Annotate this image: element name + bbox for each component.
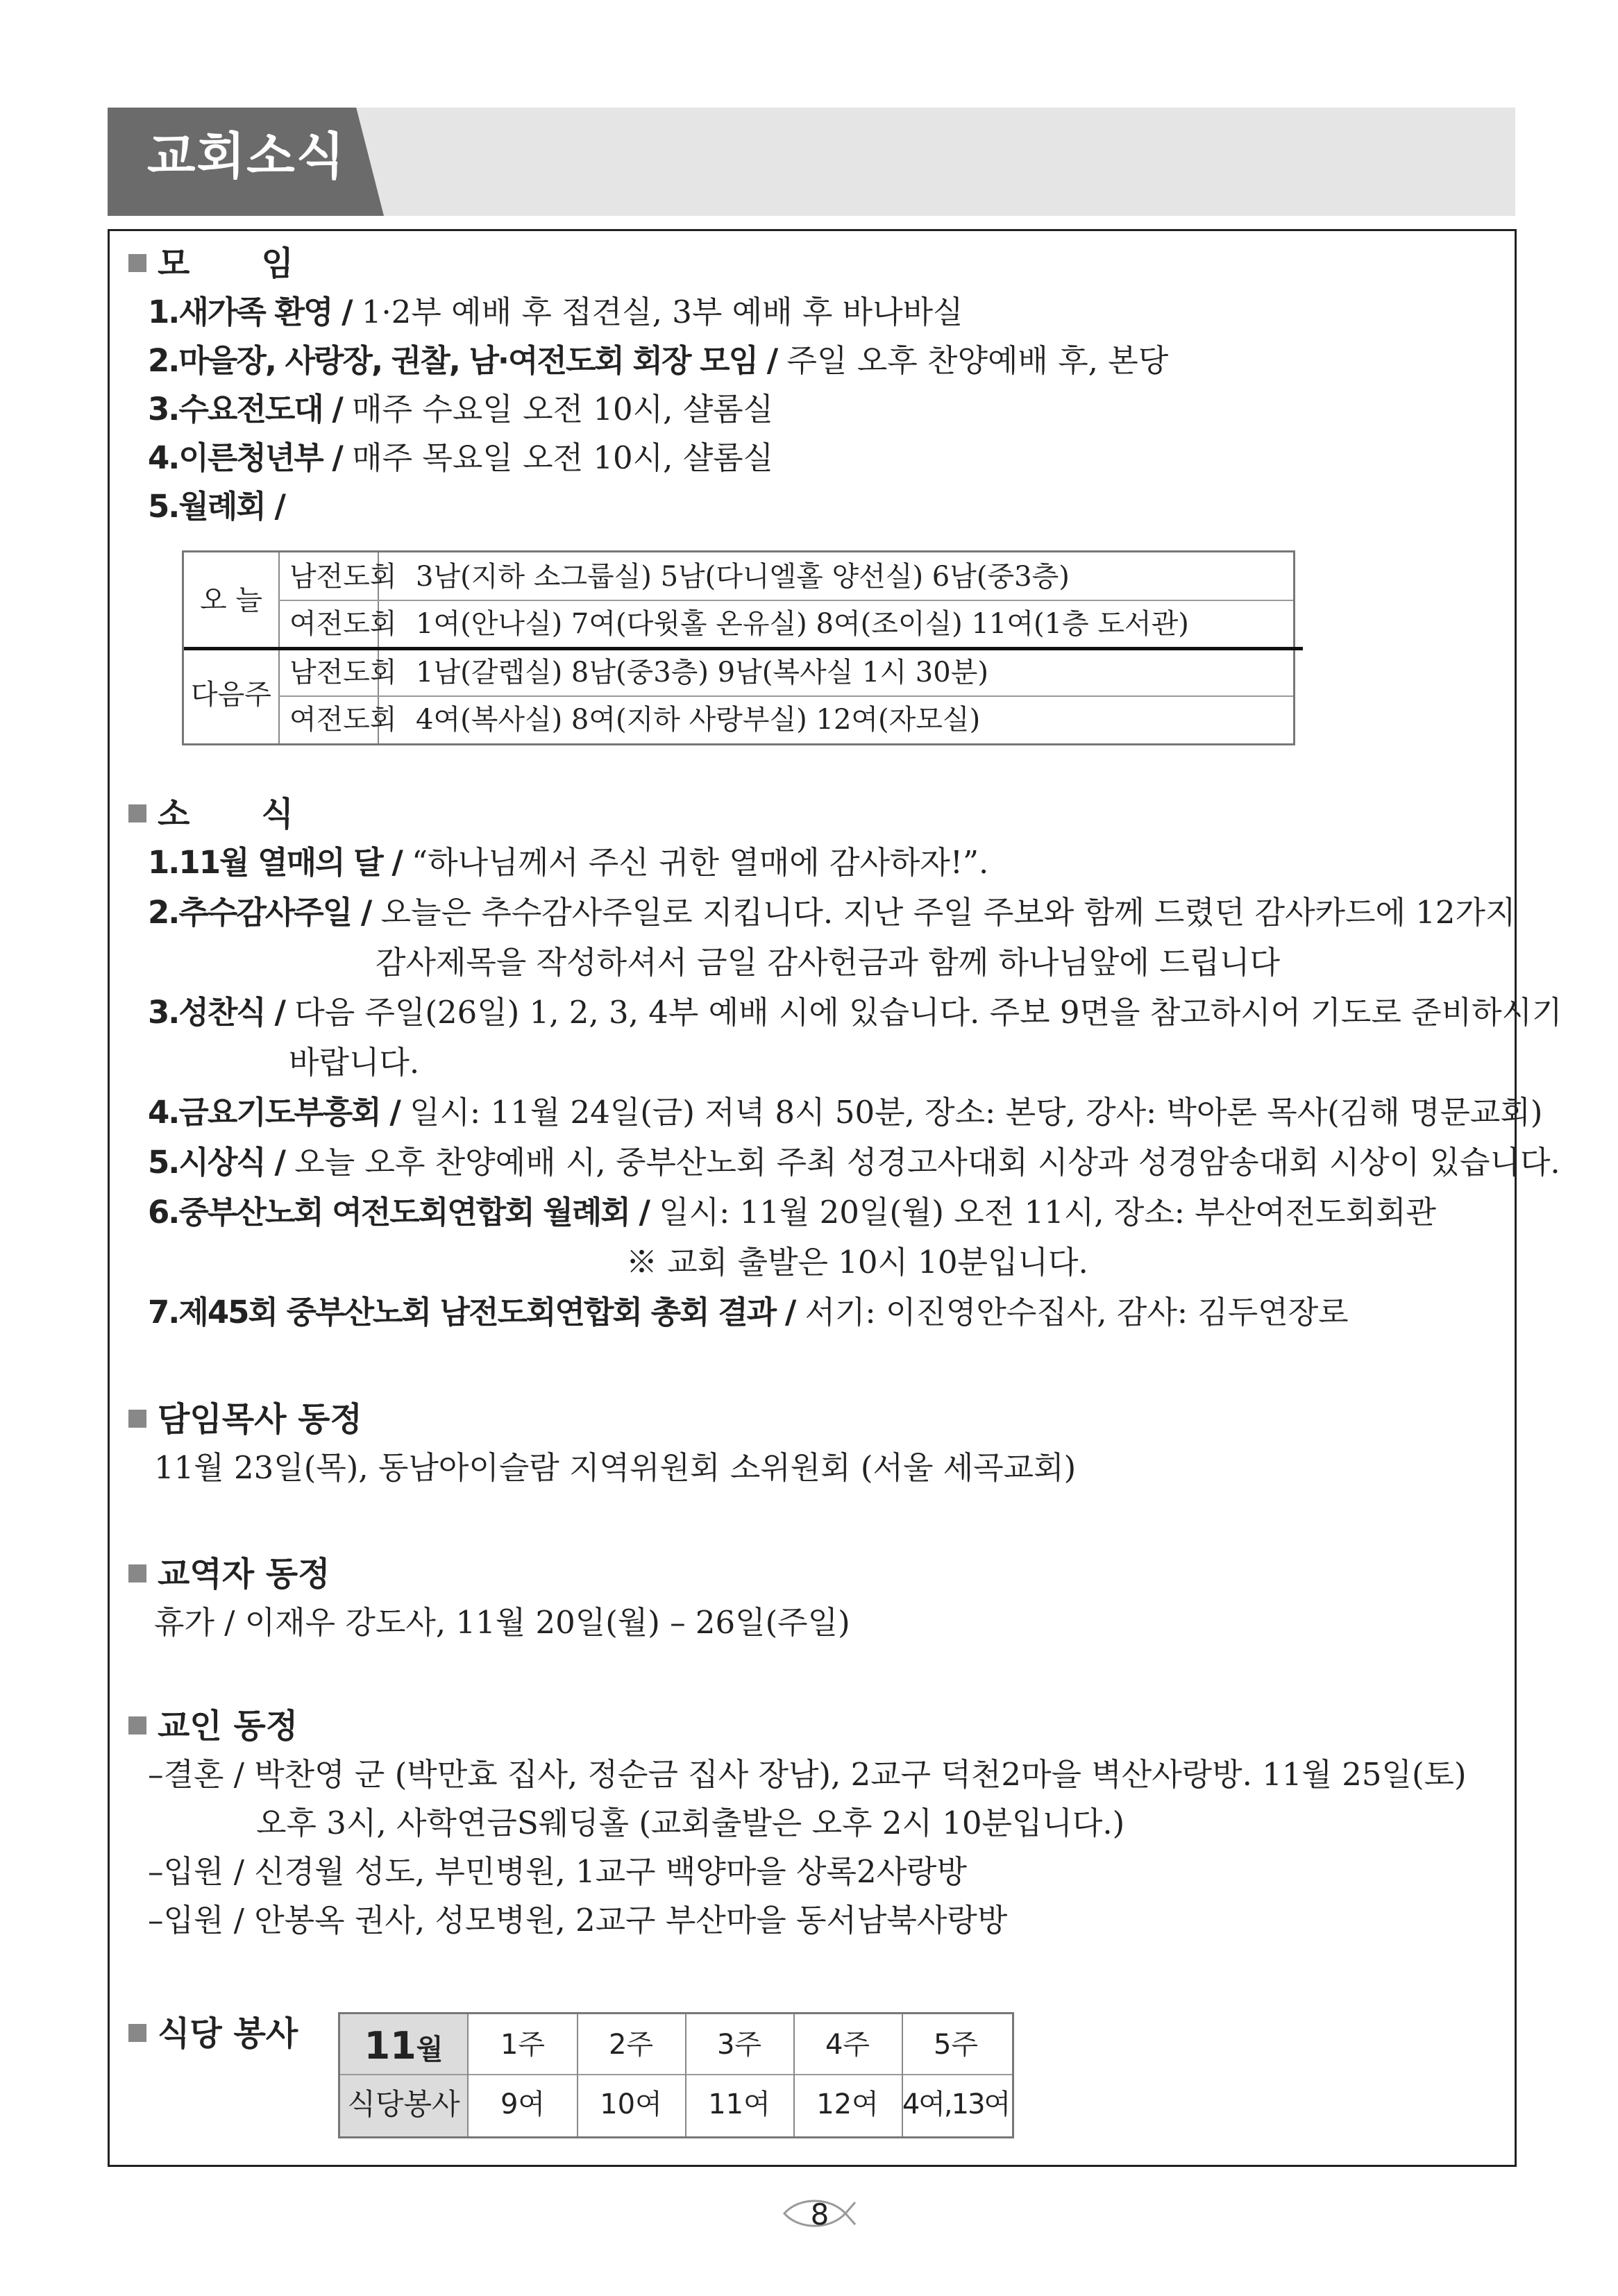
org-cell: 남전도회 <box>289 657 397 689</box>
square-bullet-icon <box>128 1716 146 1734</box>
week-header: 2주 <box>608 2029 654 2061</box>
week-value: 4여,13여 <box>902 2088 1010 2120</box>
square-bullet-icon <box>128 254 146 272</box>
page-title: 교회소식 <box>147 127 346 185</box>
page-number: 8 <box>810 2197 829 2231</box>
week-value: 12여 <box>816 2088 879 2120</box>
meeting-item: 4.이른청년부 / 매주 목요일 오전 10시, 샬롬실 <box>148 439 774 476</box>
square-bullet-icon <box>128 2024 146 2042</box>
detail-cell: 1여(안나실) 7여(다윗홀 온유실) 8여(조이실) 11여(1층 도서관) <box>416 608 1189 640</box>
news-item: 4.금요기도부흥회 / 일시: 11월 24일(금) 저녁 8시 50분, 장소: 본당, 강사: 박아론 목사(김해 명문교회) <box>148 1094 1543 1131</box>
group-label: 다음주 <box>191 679 271 711</box>
news-item-continued: ※ 교회 출발은 10시 10분입니다. <box>626 1244 1088 1281</box>
meeting-item: 1.새가족 환영 / 1·2부 예배 후 접견실, 3부 예배 후 바나바실 <box>148 294 963 330</box>
square-bullet-icon <box>128 1410 146 1428</box>
week-header: 3주 <box>716 2029 762 2061</box>
week-header: 1주 <box>500 2029 546 2061</box>
news-item-continued: 감사제목을 작성하셔서 금일 감사헌금과 함께 하나님앞에 드립니다 <box>376 944 1280 981</box>
news-item: 6.중부산노회 여전도회연합회 월례회 / 일시: 11월 20일(월) 오전 11시, 장소: 부산여전도회회관 <box>148 1194 1437 1231</box>
org-cell: 여전도회 <box>289 704 397 736</box>
service-month: 11월 <box>364 2024 444 2068</box>
square-bullet-icon <box>128 1564 146 1582</box>
week-value: 11여 <box>708 2088 770 2120</box>
member-news-line: –결혼 / 박찬영 군 (박만효 집사, 정순금 집사 장남), 2교구 덕천2마을 벽산사랑방. 11월 25일(토) <box>148 1756 1467 1793</box>
week-header: 5주 <box>933 2029 979 2061</box>
week-header: 4주 <box>825 2029 870 2061</box>
member-news-line: 오후 3시, 사학연금S웨딩홀 (교회출발은 오후 2시 10분입니다.) <box>256 1805 1125 1841</box>
news-item-continued: 바랍니다. <box>289 1044 420 1081</box>
monthly-meeting-table <box>182 550 1295 745</box>
group-label: 오 늘 <box>200 584 262 616</box>
week-value: 10여 <box>600 2088 662 2120</box>
member-news-line: –입원 / 신경월 성도, 부민병원, 1교구 백양마을 상록2사랑방 <box>148 1853 968 1890</box>
section-heading-meetings: 모 임 <box>128 243 323 285</box>
meeting-item: 3.수요전도대 / 매주 수요일 오전 10시, 샬롬실 <box>148 391 774 428</box>
ministers-text: 휴가 / 이재우 강도사, 11월 20일(월) – 26일(주일) <box>154 1604 850 1641</box>
section-heading-pastor: 담임목사 동정 <box>128 1399 362 1440</box>
meeting-item: 2.마을장, 사랑장, 권찰, 남·여전도회 회장 모임 / 주일 오후 찬양예배 후, 본당 <box>148 342 1169 379</box>
service-label: 식당봉사 <box>347 2087 460 2121</box>
detail-cell: 1남(갈렙실) 8남(중3층) 9남(복사실 1시 30분) <box>416 657 988 689</box>
section-heading-kitchen: 식당 봉사 <box>128 2013 298 2054</box>
org-cell: 여전도회 <box>289 608 397 640</box>
square-bullet-icon <box>128 804 146 822</box>
section-heading-ministers: 교역자 동정 <box>128 1553 330 1595</box>
kitchen-service-table <box>338 2012 1014 2138</box>
week-value: 9여 <box>500 2088 546 2120</box>
news-item: 1.11월 열매의 달 / “하나님께서 주신 귀한 열매에 감사하자!”. <box>148 844 989 881</box>
section-heading-members: 교인 동정 <box>128 1705 298 1747</box>
news-item: 3.성찬식 / 다음 주일(26일) 1, 2, 3, 4부 예배 시에 있습니다. 주보 9면을 참고하시어 기도로 준비하시기 <box>148 994 1562 1031</box>
member-news-line: –입원 / 안봉옥 권사, 성모병원, 2교구 부산마을 동서남북사랑방 <box>148 1902 1008 1939</box>
section-heading-news: 소 식 <box>128 793 323 835</box>
pastor-text: 11월 23일(목), 동남아이슬람 지역위원회 소위원회 (서울 세곡교회) <box>154 1449 1077 1486</box>
meeting-item: 5.월례회 / <box>148 488 285 525</box>
news-item: 5.시상식 / 오늘 오후 찬양예배 시, 중부산노회 주최 성경고사대회 시상과 성경암송대회 시상이 있습니다. <box>148 1144 1560 1181</box>
detail-cell: 4여(복사실) 8여(지하 사랑부실) 12여(자모실) <box>416 704 981 736</box>
detail-cell: 3남(지하 소그룹실) 5남(다니엘홀 양선실) 6남(중3층) <box>416 561 1070 593</box>
news-item: 7.제45회 중부산노회 남전도회연합회 총회 결과 / 서기: 이진영안수집사, 감사: 김두연장로 <box>148 1294 1349 1331</box>
news-item: 2.추수감사주일 / 오늘은 추수감사주일로 지킵니다. 지난 주일 주보와 함께 드렸던 감사카드에 12가지 <box>148 894 1516 931</box>
table-divider <box>340 2074 1012 2075</box>
org-cell: 남전도회 <box>289 561 397 593</box>
